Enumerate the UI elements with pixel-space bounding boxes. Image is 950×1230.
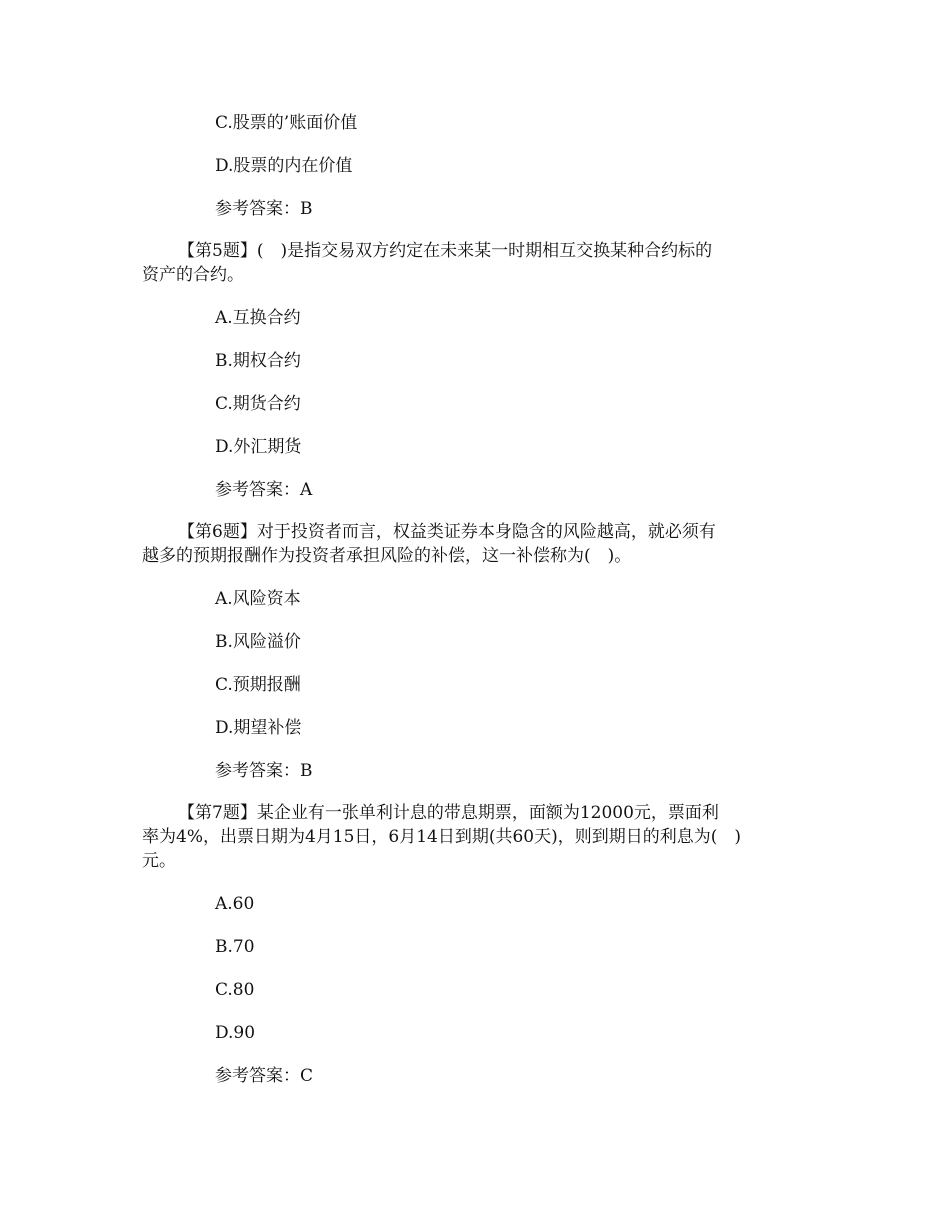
q6-option-b: B.风险溢价: [215, 632, 301, 652]
q5-option-a: A.互换合约: [215, 308, 301, 328]
q6-option-d: D.期望补偿: [215, 718, 302, 738]
q6-answer: 参考答案：B: [215, 761, 313, 781]
q4-answer: 参考答案：B: [215, 199, 313, 219]
q5-answer: 参考答案：A: [215, 480, 313, 500]
q5-option-d: D.外汇期货: [215, 437, 302, 457]
q7-stem: [142, 801, 822, 873]
q6-stem: [142, 520, 822, 568]
q7-stem-line-1: 【第7题】某企业有一张单利计息的带息期票，面额为12000元，票面利: [178, 803, 719, 823]
q7-stem-line-3: 元。: [142, 851, 176, 871]
q6-option-c: C.预期报酬: [215, 675, 301, 695]
q5-option-c: C.期货合约: [215, 394, 301, 414]
q5-option-b: B.期权合约: [215, 351, 301, 371]
q6-stem-line-1: 【第6题】对于投资者而言，权益类证券本身隐含的风险越高，就必须有: [178, 522, 716, 542]
q6-option-a: A.风险资本: [215, 589, 301, 609]
q4-option-d: D.股票的内在价值: [215, 156, 353, 176]
q4-option-c: C.股票的’账面价值: [215, 113, 358, 133]
q7-option-b: B.70: [215, 937, 255, 957]
q5-stem-line-2: 资产的合约。: [142, 265, 244, 285]
q7-option-a: A.60: [215, 894, 255, 914]
q5-stem-line-1: 【第5题】( )是指交易双方约定在未来某一时期相互交换某种合约标的: [178, 241, 713, 261]
q7-option-d: D.90: [215, 1023, 256, 1043]
q7-option-c: C.80: [215, 980, 255, 1000]
q7-stem-line-2: 率为4%，出票日期为4月15日，6月14日到期(共60天)，则到期日的利息为( ): [142, 827, 742, 847]
q7-answer: 参考答案：C: [215, 1066, 314, 1086]
q6-stem-line-2: 越多的预期报酬作为投资者承担风险的补偿，这一补偿称为( )。: [142, 546, 632, 566]
q5-stem: [142, 239, 822, 287]
